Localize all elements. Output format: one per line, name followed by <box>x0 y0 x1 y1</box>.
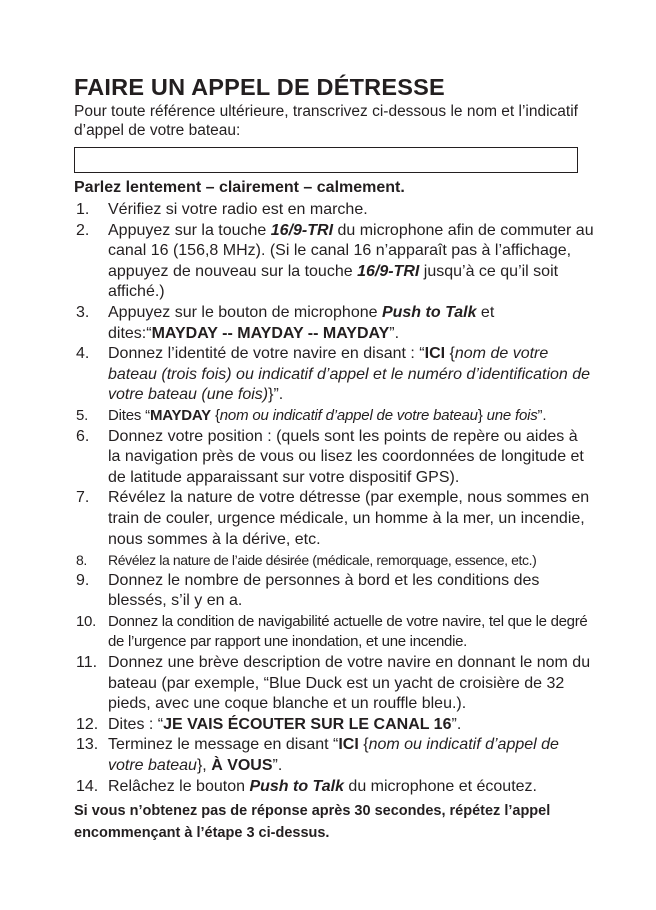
spoken-phrase: MAYDAY -- MAYDAY -- MAYDAY <box>151 324 390 342</box>
page-title: FAIRE UN APPEL DE DÉTRESSE <box>74 74 445 100</box>
no-response-footer: Si vous n’obtenez pas de réponse après 30 secondes, répétez l’appel encommençant à l’étape 3 ci-dessus. <box>74 803 551 842</box>
step-text: }”. <box>268 386 284 404</box>
step-text: Donnez la condition de navigabilité actuelle de votre navire, tel que le degré de l’urgence par rapport une inondation, et une incendie. <box>108 612 588 651</box>
spoken-phrase: MAYDAY <box>149 406 211 424</box>
step-number: 10. <box>76 612 96 630</box>
step-text: Donnez le nombre de personnes à bord et les conditions des blessés, s’il y en a. <box>108 571 540 610</box>
spoken-phrase: ICI <box>338 736 359 754</box>
intro-text: Pour toute référence ultérieure, transcrivez ci-dessous le nom et l’indicatif d’appel de votre bateau: <box>74 103 578 139</box>
step-text: Révélez la nature de l’aide désirée (médicale, remorquage, essence, etc.) <box>108 552 537 569</box>
step-item <box>74 735 594 776</box>
step-text: Donnez une brève description de votre navire en donnant le nom du bateau (par exemple, “Blue Duck est un yacht de croisière de 32 pieds, avec une coque blanche et un rouffle bleu.). <box>108 654 591 713</box>
distress-call-page <box>74 72 594 844</box>
step-number: 1. <box>76 201 90 218</box>
step-text: ”. <box>451 715 462 733</box>
step-item <box>74 221 594 303</box>
step-text: jusqu’à ce qu’il soit affiché.) <box>108 262 559 301</box>
step-text: Terminez le message en disant “ <box>108 736 339 754</box>
placeholder-text: nom ou indicatif d’appel de votre bateau <box>219 406 478 424</box>
step-text: Dites : “ <box>108 715 164 733</box>
step-item <box>74 777 594 798</box>
step-item <box>74 200 594 221</box>
placeholder-text: nom de votre bateau (trois fois) ou indicatif d’appel et le numéro d’identification de votre bateau (une fois) <box>108 345 591 404</box>
step-text: { <box>358 736 369 754</box>
step-number: 13. <box>76 736 99 754</box>
step-text: Appuyez sur la touche <box>108 221 271 239</box>
step-number: 9. <box>76 571 90 589</box>
step-text: du microphone afin de commuter au canal 16 (156,8 MHz). (Si le canal 16 n’apparaît pas à l’affichage, appuyez de nouveau sur la touche <box>108 221 594 280</box>
step-number: 7. <box>76 489 90 507</box>
step-number: 11. <box>76 654 98 672</box>
button-label: Push to Talk <box>381 303 477 321</box>
step-item <box>74 488 594 550</box>
boat-name-callsign-box <box>74 147 578 173</box>
step-item <box>74 550 594 571</box>
step-text: ”. <box>389 324 400 342</box>
spoken-phrase: À VOUS <box>211 757 273 775</box>
step-text: Dites “ <box>108 406 150 424</box>
speak-instruction-heading: Parlez lentement – clairement – calmement. <box>74 179 405 196</box>
spoken-phrase: ICI <box>424 345 446 363</box>
step-item <box>74 303 594 344</box>
step-text: Vérifiez si votre radio est en marche. <box>108 201 368 218</box>
step-number: 14. <box>76 777 99 795</box>
step-number: 3. <box>76 303 90 321</box>
placeholder-text: nom ou indicatif d’appel de votre bateau <box>108 736 559 775</box>
step-text: ”. <box>537 406 547 424</box>
step-text: et dites:“ <box>108 303 495 342</box>
step-text: } <box>477 406 487 424</box>
step-number: 4. <box>76 345 90 363</box>
distress-steps-list <box>74 200 594 797</box>
step-text: }, <box>196 757 212 775</box>
step-text: Donnez votre position : (quels sont les points de repère ou aides à la navigation près de vous ou lisez les coordonnées de longitude et de latitude apparaissant sur votre dispositif GPS). <box>108 427 584 486</box>
step-item <box>74 653 594 715</box>
spoken-phrase: JE VAIS ÉCOUTER SUR LE CANAL 16 <box>163 715 452 733</box>
step-number: 5. <box>76 406 89 424</box>
step-item <box>74 612 594 653</box>
step-item <box>74 571 594 612</box>
step-text: { <box>445 345 455 363</box>
button-label: Push to Talk <box>249 777 344 795</box>
step-item <box>74 406 594 427</box>
step-text: Relâchez le bouton <box>108 777 250 795</box>
step-item <box>74 427 594 489</box>
step-number: 12. <box>76 715 99 733</box>
step-text: Donnez l’identité de votre navire en disant : “ <box>108 345 425 363</box>
step-item <box>74 344 594 406</box>
key-label: 16/9-TRI <box>270 221 334 239</box>
placeholder-text: une fois <box>486 406 538 424</box>
step-text: du microphone et écoutez. <box>343 777 537 795</box>
step-text: Appuyez sur le bouton de microphone <box>108 303 382 321</box>
key-label: 16/9-TRI <box>357 262 420 280</box>
step-item <box>74 715 594 736</box>
step-text: ”. <box>272 757 283 775</box>
step-text: Révélez la nature de votre détresse (par exemple, nous sommes en train de couler, urgence médicale, un homme à la mer, un incendie, nous sommes à la dérive, etc. <box>108 489 590 548</box>
step-text: { <box>211 406 220 424</box>
step-number: 6. <box>76 427 90 445</box>
step-number: 8. <box>76 552 87 569</box>
step-number: 2. <box>76 221 90 239</box>
